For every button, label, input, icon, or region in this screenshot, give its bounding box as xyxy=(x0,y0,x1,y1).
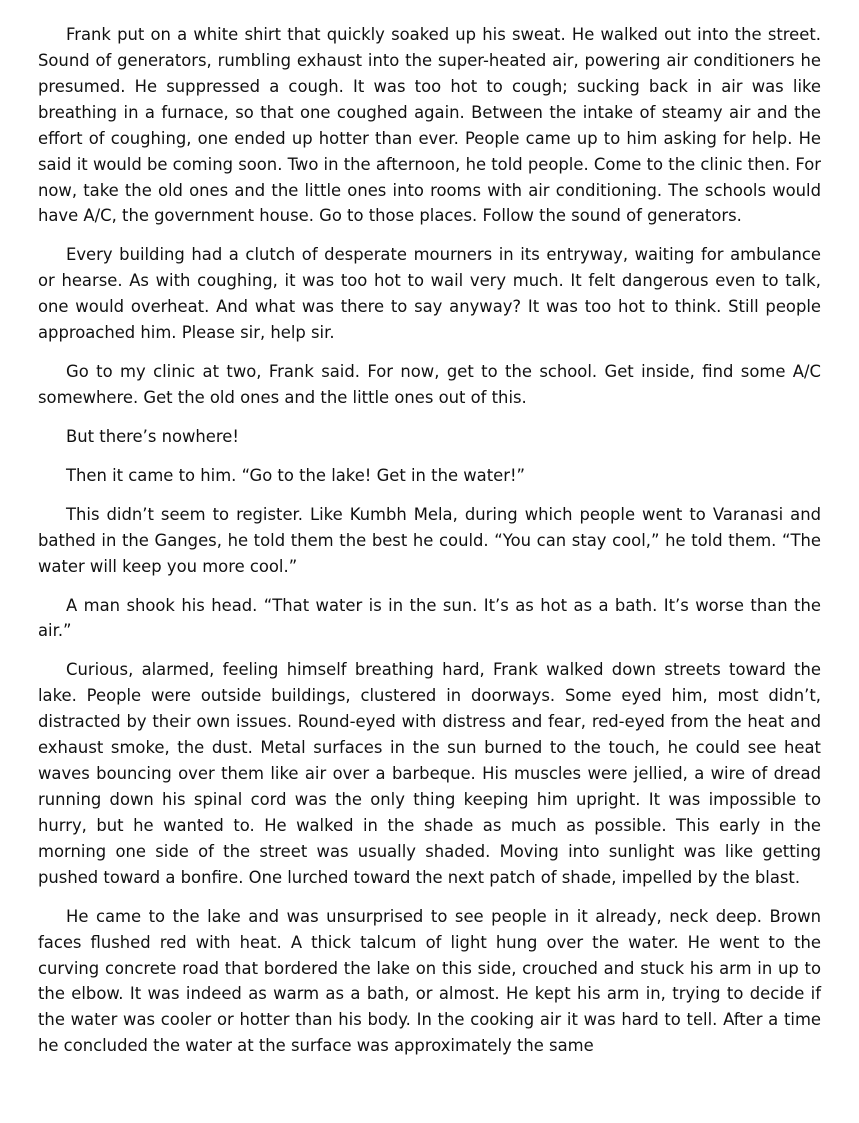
paragraph: Every building had a clutch of desperate mourners in its entryway, waiting for ambulance or hearse. As with coughing, it was too hot to wail very much. It felt dangerous even to talk, one would overheat. And what was there to say anyway? It was too hot to think. Still people approached him. Please sir, help sir. xyxy=(38,245,821,343)
body-text xyxy=(38,22,821,1059)
paragraph: Curious, alarmed, feeling himself breathing hard, Frank walked down streets toward the lake. People were outside buildings, clustered in doorways. Some eyed him, most didn’t, distracted by their own issues. Round-eyed with distress and fear, red-eyed from the heat and exhaust smoke, the dust. Metal surfaces in the sun burned to the touch, he could see heat waves bouncing over them like air over a barbeque. His muscles were jellied, a wire of dread running down his spinal cord was the only thing keeping him upright. It was impossible to hurry, but he wanted to. He walked in the shade as much as possible. This early in the morning one side of the street was usually shaded. Moving into sunlight was like getting pushed toward a bonfire. One lurched toward the next patch of shade, impelled by the blast. xyxy=(38,660,821,887)
paragraph: He came to the lake and was unsurprised to see people in it already, neck deep. Brown faces flushed red with heat. A thick talcum of light hung over the water. He went to the curving concrete road that bordered the lake on this side, crouched and stuck his arm in up to the elbow. It was indeed as warm as a bath, or almost. He kept his arm in, trying to decide if the water was cooler or hotter than his body. In the cooking air it was hard to tell. After a time he concluded the water at the surface was approximately the same xyxy=(38,906,821,1056)
paragraph: But there’s nowhere! xyxy=(66,426,239,446)
paragraph: A man shook his head. “That water is in the sun. It’s as hot as a bath. It’s worse than the air.” xyxy=(38,595,821,641)
paragraph: Then it came to him. “Go to the lake! Get in the water!” xyxy=(66,465,526,485)
paragraph: This didn’t seem to register. Like Kumbh Mela, during which people went to Varanasi and bathed in the Ganges, he told them the best he could. “You can stay cool,” he told them. “The water will keep you more cool.” xyxy=(38,504,821,576)
paragraph: Go to my clinic at two, Frank said. For now, get to the school. Get inside, find some A/C somewhere. Get the old ones and the little ones out of this. xyxy=(38,362,821,407)
paragraph: Frank put on a white shirt that quickly soaked up his sweat. He walked out into the street. Sound of generators, rumbling exhaust into the super-heated air, powering air conditioners he presumed. He suppressed a cough. It was too hot to cough; sucking back in air was like breathing in a furnace, so that one coughed again. Between the intake of steamy air and the effort of coughing, one ended up hotter than ever. People came up to him asking for help. He said it would be coming soon. Two in the afternoon, he told people. Come to the clinic then. For now, take the old ones and the little ones into rooms with air conditioning. The schools would have A/C, the government house. Go to those places. Follow the sound of generators. xyxy=(38,25,821,226)
